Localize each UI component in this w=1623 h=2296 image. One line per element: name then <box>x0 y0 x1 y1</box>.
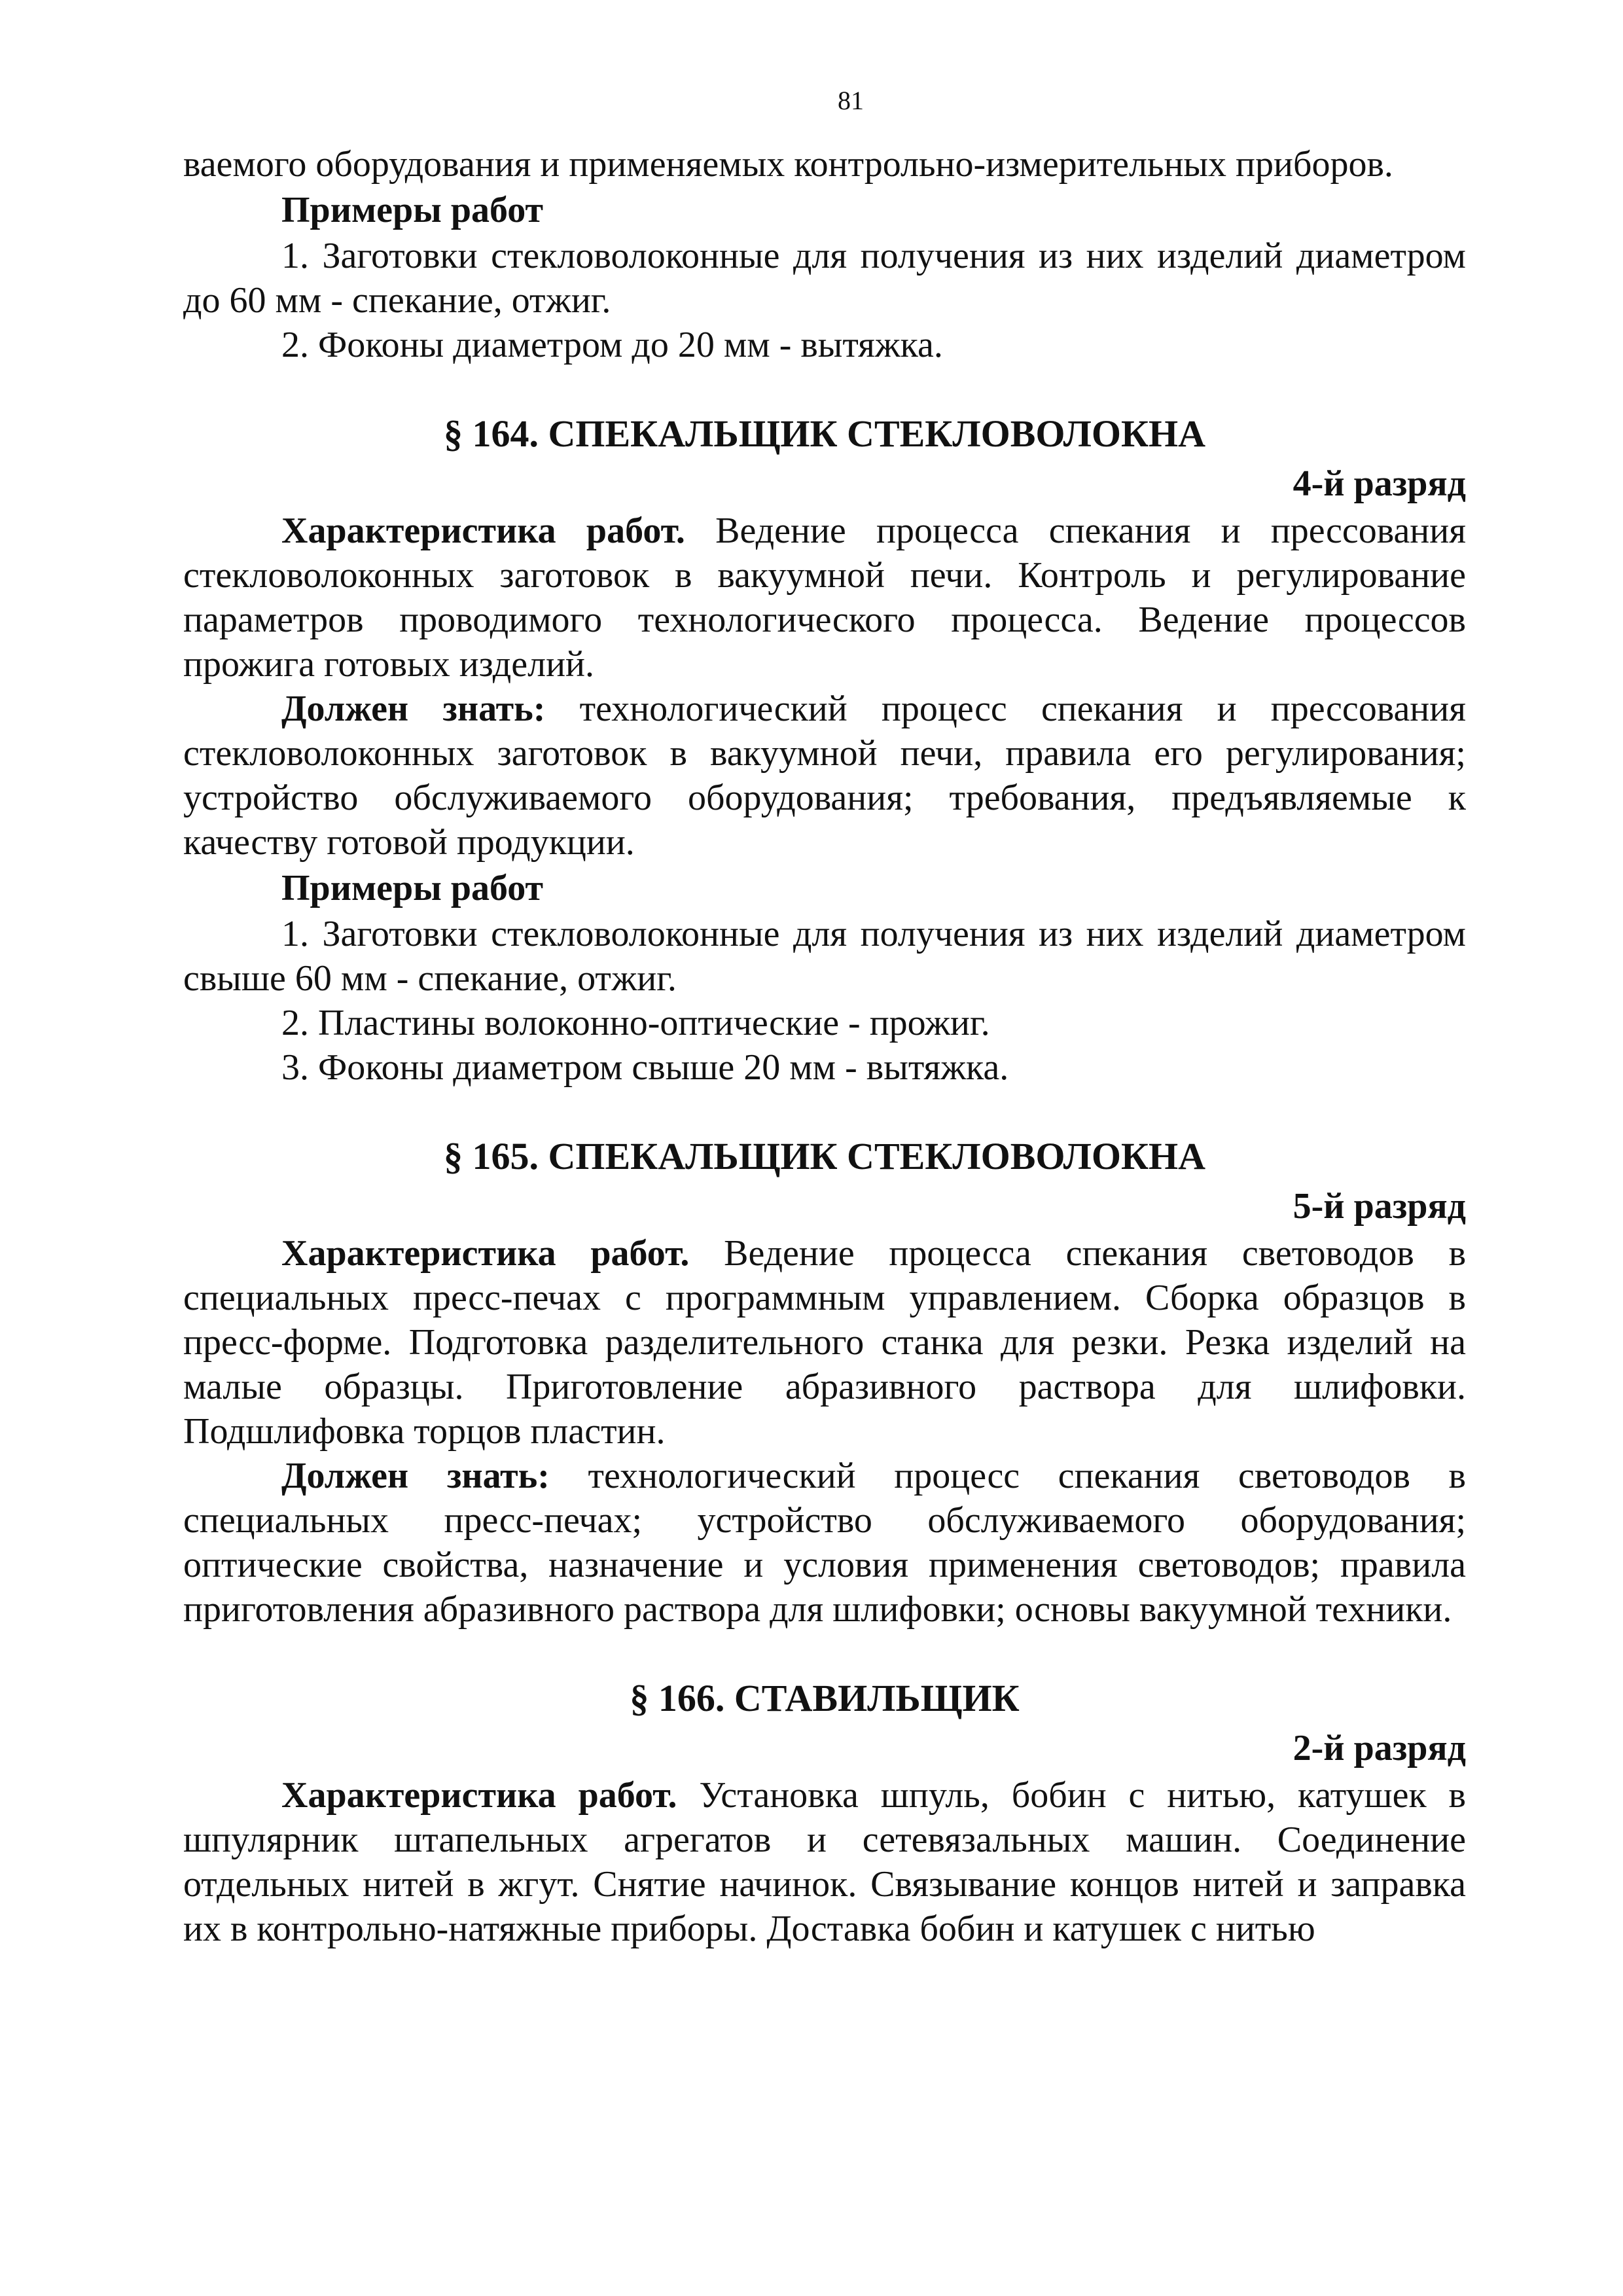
intro-example-item: 1. Заготовки стекловолоконные для получения из них изделий диаметром до 60 мм - спекание, отжиг. <box>183 236 1466 321</box>
intro-example-item: 2. Фоконы диаметром до 20 мм - вытяжка. <box>281 325 943 365</box>
characteristics-label: Характеристика работ. <box>281 1775 677 1816</box>
section-grade: 5-й разряд <box>1293 1186 1466 1227</box>
page-number: 81 <box>838 86 864 115</box>
characteristics-text: Установка шпуль, бобин с нитью, катушек в шпулярник штапельных агрегатов и сетевязальных машин. Соединение отдельных нитей в жгут. Снятие начинок. Связывание концов нитей и заправка их в контрольно-натяжные приборы. Доставка бобин и катушек с нитью <box>183 1775 1466 1949</box>
knowledge-label: Должен знать: <box>281 689 546 729</box>
section-title: § 166. СТАВИЛЬЩИК <box>630 1677 1020 1719</box>
document-page <box>183 85 1466 1951</box>
characteristics-text: Ведение процесса спекания световодов в специальных пресс-печах с программным управлением. Сборка образцов в пресс-форме. Подготовка разделительного станка для резки. Резка изделий на малые образцы. Приготовление абразивного раствора для шлифовки. Подшлифовка торцов пластин. <box>183 1233 1467 1452</box>
intro-continuation: ваемого оборудования и применяемых контрольно-измерительных приборов. <box>183 144 1393 185</box>
examples-title: Примеры работ <box>281 868 544 908</box>
example-item: 3. Фоконы диаметром свыше 20 мм - вытяжка. <box>281 1047 1009 1088</box>
knowledge-paragraph <box>183 687 1466 865</box>
section-title: § 165. СПЕКАЛЬЩИК СТЕКЛОВОЛОКНА <box>444 1135 1205 1177</box>
characteristics-paragraph <box>183 1773 1466 1951</box>
section-grade: 4-й разряд <box>1293 463 1466 504</box>
example-item: 1. Заготовки стекловолоконные для получения из них изделий диаметром свыше 60 мм - спекание, отжиг. <box>183 914 1466 999</box>
example-item: 2. Пластины волоконно-оптические - прожиг. <box>281 1003 990 1043</box>
knowledge-paragraph <box>183 1454 1466 1632</box>
knowledge-text: технологический процесс спекания световодов в специальных пресс-печах; устройство обслуживаемого оборудования; оптические свойства, назначение и условия применения световодов; правила приготовления абразивного раствора для шлифовки; основы вакуумной техники. <box>183 1456 1466 1630</box>
characteristics-paragraph <box>183 1231 1466 1454</box>
characteristics-label: Характеристика работ. <box>281 511 685 551</box>
section-grade: 2-й разряд <box>1293 1728 1466 1768</box>
section-title: § 164. СПЕКАЛЬЩИК СТЕКЛОВОЛОКНА <box>444 412 1205 455</box>
intro-examples-title: Примеры работ <box>281 190 544 230</box>
knowledge-label: Должен знать: <box>281 1456 550 1496</box>
characteristics-paragraph <box>183 509 1466 687</box>
characteristics-text: Ведение процесса спекания и прессования стекловолоконных заготовок в вакуумной печи. Контроль и регулирование параметров проводимого технологического процесса. Ведение процессов прожига готовых изделий. <box>183 511 1466 685</box>
knowledge-text: технологический процесс спекания и прессования стекловолоконных заготовок в вакуумной печи, правила его регулирования; устройство обслуживаемого оборудования; требования, предъявляемые к качеству готовой продукции. <box>183 689 1466 863</box>
characteristics-label: Характеристика работ. <box>281 1233 690 1274</box>
